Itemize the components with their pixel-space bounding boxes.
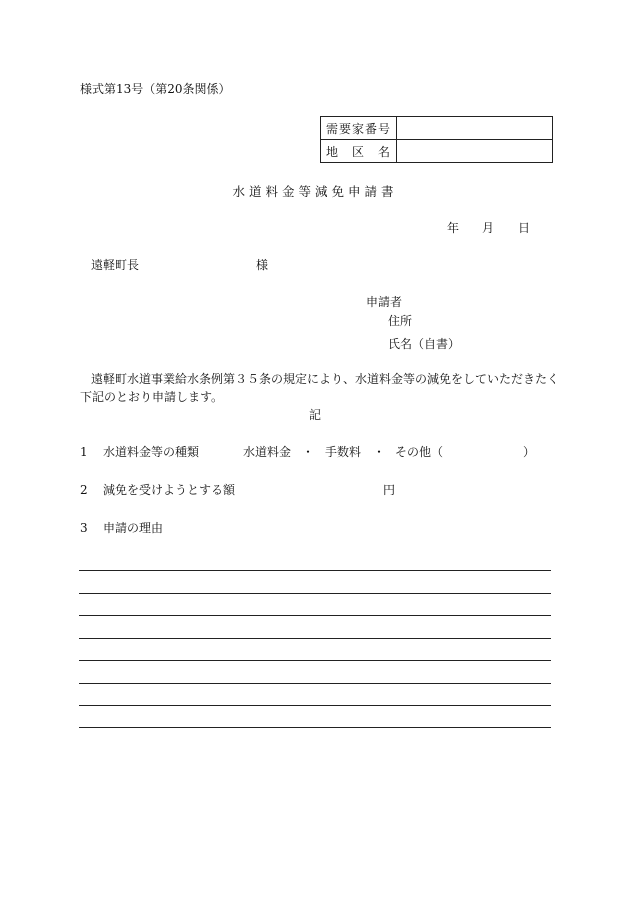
reason-line[interactable] [79,593,551,594]
customer-number-field[interactable] [397,117,553,140]
item3-label: 申請の理由 [103,521,164,535]
item2-label: 減免を受けようとする額 [103,483,236,497]
item3-number: 3 [80,521,88,535]
reason-line[interactable] [79,570,551,571]
date-year-label: 年 [447,221,460,235]
reason-line[interactable] [79,638,551,639]
addressee-honorific: 様 [256,258,269,272]
applicant-name-label: 氏名（自書） [388,337,461,351]
amount-unit: 円 [383,483,396,497]
body-text-line2: 下記のとおり申請します。 [80,390,224,404]
body-text-line1: 遠軽町水道事業給水条例第３５条の規定により、水道料金等の減免をしていただきたく [91,372,560,386]
reason-line[interactable] [79,683,551,684]
reason-line[interactable] [79,705,551,706]
option-water-fee[interactable]: 水道料金 [243,445,292,459]
other-close-paren: ） [523,445,536,459]
ki-heading: 記 [309,408,322,422]
separator-dot: ・ [302,445,315,459]
customer-id-box [320,116,553,163]
option-other[interactable]: その他（ [395,445,444,459]
form-number: 様式第13号（第20条関係） [80,82,231,96]
district-field[interactable] [397,140,553,163]
option-handling-fee[interactable]: 手数料 [325,445,362,459]
separator-dot: ・ [373,445,386,459]
item1-label: 水道料金等の種類 [103,445,200,459]
applicant-address-label: 住所 [388,314,413,328]
item1-number: 1 [80,445,88,459]
applicant-heading: 申請者 [366,295,403,309]
date-day-label: 日 [518,221,531,235]
reason-line[interactable] [79,660,551,661]
district-label: 地 区 名 [321,140,397,163]
reason-line[interactable] [79,727,551,728]
addressee: 遠軽町長 [91,258,140,272]
date-month-label: 月 [482,221,495,235]
reason-line[interactable] [79,615,551,616]
document-title: 水道料金等減免申請書 [232,184,398,199]
item2-number: 2 [80,483,88,497]
customer-number-label: 需要家番号 [321,117,397,140]
